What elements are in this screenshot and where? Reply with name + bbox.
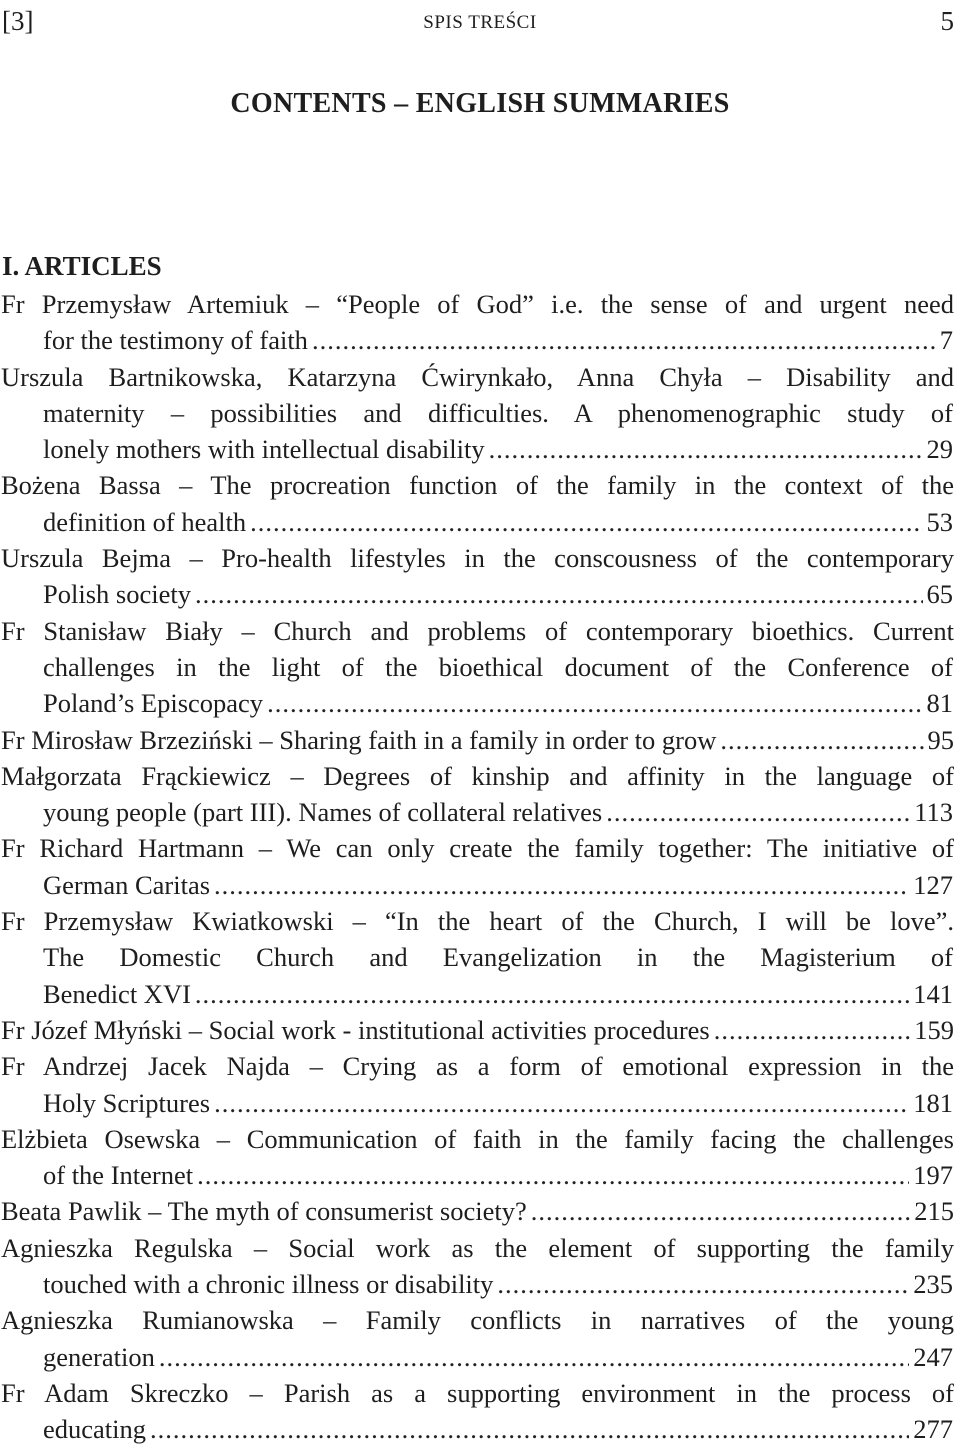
toc-entry-line bbox=[0, 1230, 954, 1266]
toc-entry-line bbox=[0, 540, 954, 576]
toc-entry bbox=[0, 1048, 953, 1121]
toc-entry bbox=[0, 1193, 953, 1229]
toc-entry-line bbox=[0, 467, 954, 503]
toc-entry-text: lonely mothers with intellectual disability bbox=[43, 434, 485, 465]
toc-entry-text: Fr Stanisław Biały – Church and problems of contemporary bioethics. Current bbox=[1, 615, 954, 646]
toc-entry bbox=[0, 758, 953, 831]
toc-entry-line bbox=[0, 903, 954, 939]
toc-entry bbox=[0, 467, 953, 540]
toc-entry-line bbox=[0, 1121, 954, 1157]
dot-leader bbox=[195, 576, 923, 612]
toc-page-number: 127 bbox=[913, 869, 953, 900]
toc-entry-text: Agnieszka Regulska – Social work as the element of supporting the family bbox=[1, 1232, 954, 1263]
toc-entry-text: Agnieszka Rumianowska – Family conflicts in narratives of the young bbox=[1, 1305, 954, 1336]
dot-leader bbox=[159, 1339, 909, 1375]
toc-entry-line bbox=[0, 1157, 953, 1193]
dot-leader bbox=[250, 504, 922, 540]
toc-entry bbox=[0, 1121, 953, 1194]
running-title: SPIS TREŚCI bbox=[423, 12, 537, 33]
toc-entry-text: Fr Józef Młyński – Social work - institutional activities procedures bbox=[1, 1014, 710, 1045]
toc-page-number: 65 bbox=[926, 579, 953, 610]
toc-entry-text: Poland’s Episcopacy bbox=[43, 688, 264, 719]
toc-entry-text: The Domestic Church and Evangelization in the Magisterium of bbox=[43, 942, 953, 973]
toc-entry-text: definition of health bbox=[43, 506, 247, 537]
dot-leader bbox=[714, 1012, 911, 1048]
toc-entry-line bbox=[0, 395, 953, 431]
toc-entry-line bbox=[0, 576, 953, 612]
toc-entry-line bbox=[0, 649, 953, 685]
dot-leader bbox=[531, 1193, 911, 1229]
toc-entry-text: Fr Andrzej Jacek Najda – Crying as a form of emotional expression in the bbox=[1, 1051, 954, 1082]
toc-entry-text: educating bbox=[43, 1414, 147, 1445]
toc-page-number: 197 bbox=[913, 1160, 953, 1191]
toc-entry-line bbox=[0, 722, 954, 758]
toc-entry-text: Bożena Bassa – The procreation function of the family in the context of the bbox=[1, 470, 954, 501]
toc-page-number: 53 bbox=[926, 506, 953, 537]
toc-entry-line bbox=[0, 1375, 954, 1411]
toc-entry-text: Fr Mirosław Brzeziński – Sharing faith in a family in order to grow bbox=[1, 724, 717, 755]
toc-entry-text: Małgorzata Frąckiewicz – Degrees of kinship and affinity in the language of bbox=[1, 760, 954, 791]
dot-leader bbox=[195, 976, 909, 1012]
dot-leader bbox=[197, 1157, 909, 1193]
toc-entry bbox=[0, 286, 953, 359]
page-title: CONTENTS – ENGLISH SUMMARIES bbox=[230, 88, 730, 119]
dot-leader bbox=[312, 322, 936, 358]
dot-leader bbox=[606, 794, 910, 830]
toc-entry-line bbox=[0, 359, 954, 395]
toc-entry-text: Fr Przemysław Kwiatkowski – “In the heart of the Church, I will be love”. bbox=[1, 906, 954, 937]
toc-entry-line bbox=[0, 976, 953, 1012]
toc-page-number: 277 bbox=[913, 1414, 953, 1445]
toc-entry-line bbox=[0, 613, 954, 649]
toc-entry bbox=[0, 830, 953, 903]
toc-entry-text: Urszula Bartnikowska, Katarzyna Ćwirynkało, Anna Chyła – Disability and bbox=[1, 361, 954, 392]
table-of-contents bbox=[0, 286, 953, 1448]
toc-page-number: 95 bbox=[927, 724, 954, 755]
dot-leader bbox=[214, 867, 909, 903]
toc-entry bbox=[0, 1302, 953, 1375]
toc-entry-text: maternity – possibilities and difficulties. A phenomenographic study of bbox=[43, 397, 953, 428]
toc-entry-text: Fr Adam Skreczko – Parish as a supporting environment in the process of bbox=[1, 1377, 954, 1408]
toc-entry-text: Fr Przemysław Artemiuk – “People of God” i.e. the sense of and urgent need bbox=[1, 289, 954, 319]
toc-entry bbox=[0, 903, 953, 1012]
dot-leader bbox=[214, 1085, 909, 1121]
toc-entry-text: Benedict XVI bbox=[43, 978, 191, 1009]
toc-entry bbox=[0, 722, 953, 758]
section-heading: I. ARTICLES bbox=[2, 251, 162, 281]
toc-entry-text: Fr Richard Hartmann – We can only create the family together: The initiative of bbox=[1, 833, 954, 864]
toc-entry-line bbox=[0, 1048, 954, 1084]
section-number: [3] bbox=[2, 6, 34, 36]
toc-entry-text: generation bbox=[43, 1341, 155, 1372]
dot-leader bbox=[720, 722, 923, 758]
toc-page-number: 141 bbox=[913, 978, 953, 1009]
toc-entry-line bbox=[0, 1193, 954, 1229]
toc-entry-text: Holy Scriptures bbox=[43, 1087, 211, 1118]
toc-entry-line bbox=[0, 1339, 953, 1375]
toc-entry-text: Urszula Bejma – Pro-health lifestyles in the conscousness of the contemporary bbox=[1, 543, 954, 574]
toc-entry-line bbox=[0, 685, 953, 721]
toc-page-number: 81 bbox=[926, 688, 953, 719]
page-number: 5 bbox=[940, 6, 954, 36]
toc-entry bbox=[0, 1375, 953, 1448]
toc-entry bbox=[0, 359, 953, 468]
toc-page-number: 29 bbox=[926, 434, 953, 465]
toc-page-number: 7 bbox=[939, 325, 953, 356]
toc-entry-line bbox=[0, 1411, 953, 1447]
toc-entry bbox=[0, 613, 953, 722]
dot-leader bbox=[489, 431, 923, 467]
toc-entry-line bbox=[0, 794, 953, 830]
toc-entry-text: challenges in the light of the bioethical document of the Conference of bbox=[43, 651, 953, 682]
toc-entry-text: touched with a chronic illness or disability bbox=[43, 1269, 494, 1300]
toc-entry-line bbox=[0, 758, 954, 794]
running-header bbox=[0, 4, 960, 40]
toc-entry-line bbox=[0, 1085, 953, 1121]
toc-page-number: 235 bbox=[913, 1269, 953, 1300]
toc-entry-line bbox=[0, 830, 954, 866]
toc-entry bbox=[0, 1230, 953, 1303]
toc-entry-line bbox=[0, 286, 954, 322]
toc-page-number: 247 bbox=[913, 1341, 953, 1372]
toc-entry-line bbox=[0, 1266, 953, 1302]
dot-leader bbox=[497, 1266, 909, 1302]
toc-page-number: 215 bbox=[914, 1196, 954, 1227]
toc-entry bbox=[0, 540, 953, 613]
toc-entry-line bbox=[0, 939, 953, 975]
toc-page-number: 181 bbox=[913, 1087, 953, 1118]
toc-page-number: 113 bbox=[914, 797, 953, 828]
toc-entry-line bbox=[0, 1302, 954, 1338]
toc-entry-text: of the Internet bbox=[43, 1160, 194, 1191]
toc-entry-line bbox=[0, 431, 953, 467]
toc-entry-text: Elżbieta Osewska – Communication of faith in the family facing the challenges bbox=[1, 1123, 954, 1154]
toc-entry-text: Beata Pawlik – The myth of consumerist society? bbox=[1, 1196, 527, 1227]
toc-entry-line bbox=[0, 1012, 954, 1048]
toc-entry-line bbox=[0, 867, 953, 903]
dot-leader bbox=[267, 685, 922, 721]
toc-entry bbox=[0, 1012, 953, 1048]
toc-entry-line bbox=[0, 322, 953, 358]
toc-entry-text: Polish society bbox=[43, 579, 191, 610]
dot-leader bbox=[150, 1411, 909, 1447]
toc-entry-text: young people (part III). Names of collateral relatives bbox=[43, 797, 603, 828]
toc-page-number: 159 bbox=[914, 1014, 954, 1045]
toc-entry-text: German Caritas bbox=[43, 869, 211, 900]
toc-entry-line bbox=[0, 504, 953, 540]
toc-entry-text: for the testimony of faith bbox=[43, 325, 308, 356]
